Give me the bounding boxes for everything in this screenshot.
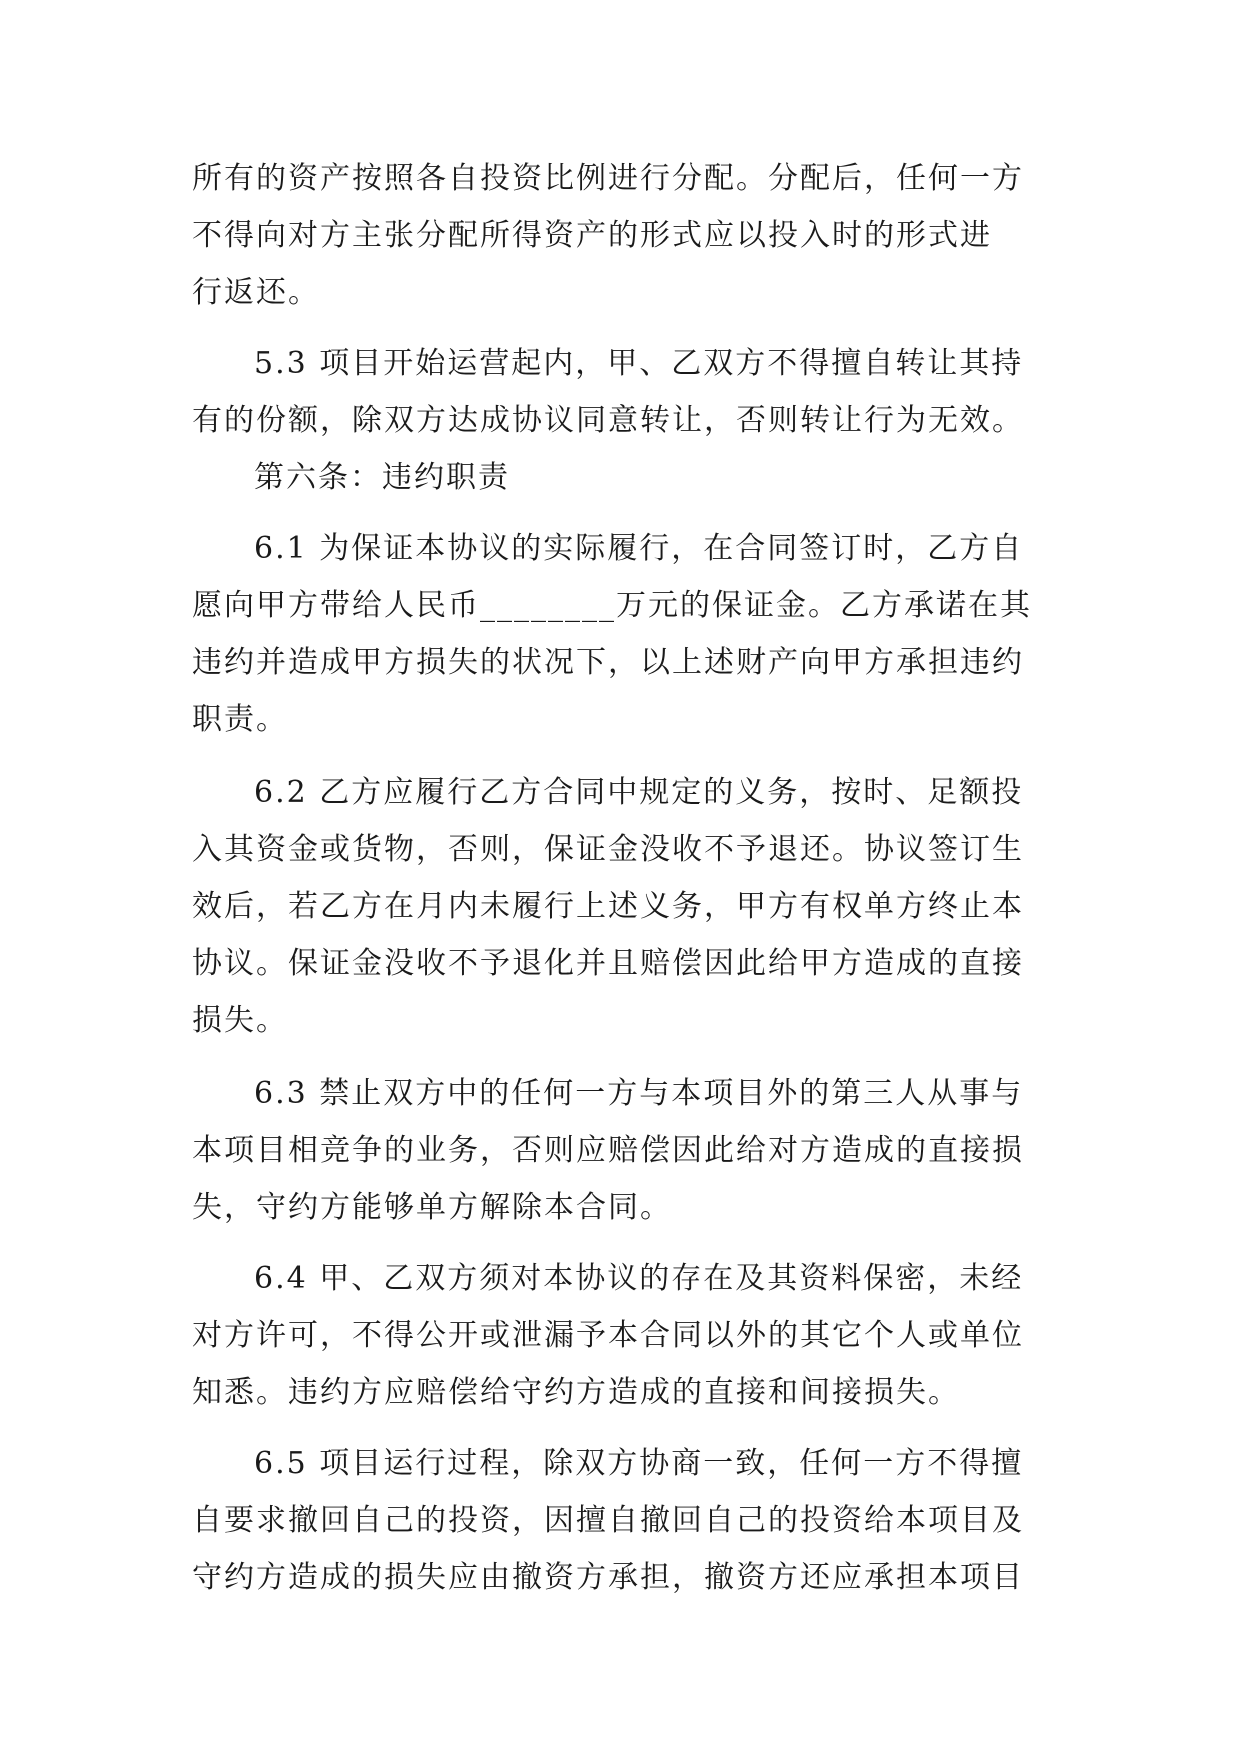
text-line: 本项目相竞争的业务，否则应赔偿因此给对方造成的直接损 [192,1133,1024,1168]
document-body [192,150,1058,1606]
text-line: 协议。保证金没收不予退化并且赔偿因此给甲方造成的直接 [192,946,1024,981]
paragraph [192,150,1058,321]
text-line: 违约并造成甲方损失的状况下，以上述财产向甲方承担违约 [192,645,1024,680]
text-line: 损失。 [192,1003,288,1038]
text-line: 行返还。 [192,275,320,310]
section-heading [192,449,1058,506]
text-line: 6.1 为保证本协议的实际履行，在合同签订时，乙方自 [254,531,1024,566]
text-line: 失，守约方能够单方解除本合同。 [192,1190,672,1225]
text-line: 不得向对方主张分配所得资产的形式应以投入时的形式进 [192,218,992,253]
paragraph [192,1435,1058,1606]
paragraph [192,764,1058,1049]
text-line: 6.4 甲、乙双方须对本协议的存在及其资料保密，未经 [254,1261,1024,1296]
text-line: 愿向甲方带给人民币________万元的保证金。乙方承诺在其 [192,588,1032,623]
text-line: 守约方造成的损失应由撤资方承担，撤资方还应承担本项目 [192,1560,1024,1595]
text-line: 6.2 乙方应履行乙方合同中规定的义务，按时、足额投 [254,775,1024,810]
text-line: 知悉。违约方应赔偿给守约方造成的直接和间接损失。 [192,1375,960,1410]
text-line: 6.3 禁止双方中的任何一方与本项目外的第三人从事与 [254,1076,1024,1111]
text-line: 6.5 项目运行过程，除双方协商一致，任何一方不得擅 [254,1446,1024,1481]
text-line: 第六条：违约职责 [254,460,510,495]
paragraph [192,1250,1058,1421]
text-line: 5.3 项目开始运营起内，甲、乙双方不得擅自转让其持 [254,346,1024,381]
text-line: 职责。 [192,702,288,737]
paragraph [192,520,1058,748]
text-line: 入其资金或货物，否则，保证金没收不予退还。协议签订生 [192,832,1024,867]
paragraph [192,335,1058,449]
text-line: 效后，若乙方在月内未履行上述义务，甲方有权单方终止本 [192,889,1024,924]
text-line: 自要求撤回自己的投资，因擅自撤回自己的投资给本项目及 [192,1503,1024,1538]
paragraph [192,1065,1058,1236]
text-line: 有的份额，除双方达成协议同意转让，否则转让行为无效。 [192,403,1024,438]
text-line: 对方许可，不得公开或泄漏予本合同以外的其它个人或单位 [192,1318,1024,1353]
text-line: 所有的资产按照各自投资比例进行分配。分配后，任何一方 [192,161,1024,196]
